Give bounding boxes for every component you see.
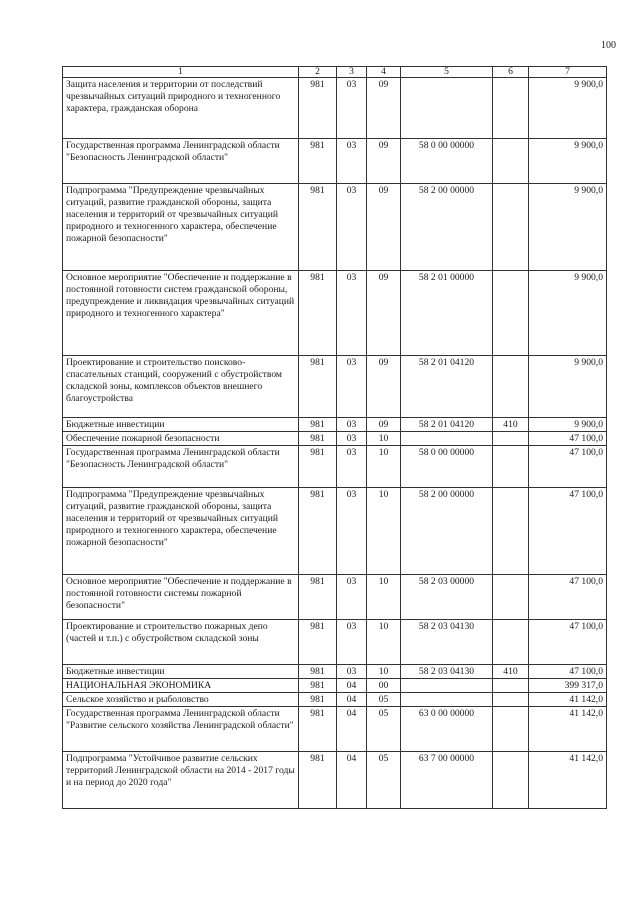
table-cell-col-4: 00 <box>367 679 401 693</box>
budget-table <box>62 66 607 809</box>
table-cell-col-2: 981 <box>299 488 337 575</box>
table-cell-col-1: Проектирование и строительство поисково-спасательных станций, сооружений с обустройством складской зоны, комплексов объектов внешнего благоустройства <box>63 356 299 418</box>
header-col-4: 4 <box>367 67 401 78</box>
table-cell-col-7: 41 142,0 <box>529 752 607 809</box>
table-cell-col-2: 981 <box>299 665 337 679</box>
table-cell-col-5: 58 2 03 00000 <box>401 575 493 620</box>
table-cell-col-3: 03 <box>337 665 367 679</box>
table-cell-col-6 <box>493 693 529 707</box>
table-cell-col-7: 9 900,0 <box>529 271 607 356</box>
table-row <box>63 356 607 418</box>
table-cell-col-6: 410 <box>493 418 529 432</box>
table-row <box>63 432 607 446</box>
table-cell-col-2: 981 <box>299 139 337 184</box>
table-cell-col-7: 41 142,0 <box>529 707 607 752</box>
table-cell-col-1: Государственная программа Ленинградской области "Безопасность Ленинградской области" <box>63 139 299 184</box>
table-cell-col-5: 58 2 01 00000 <box>401 271 493 356</box>
table-cell-col-3: 03 <box>337 271 367 356</box>
table-cell-col-4: 10 <box>367 446 401 488</box>
table-cell-col-5: 63 0 00 00000 <box>401 707 493 752</box>
table-cell-col-5: 58 2 03 04130 <box>401 665 493 679</box>
table-cell-col-1: Обеспечение пожарной безопасности <box>63 432 299 446</box>
table-cell-col-4: 09 <box>367 139 401 184</box>
table-cell-col-5: 58 2 00 00000 <box>401 488 493 575</box>
table-cell-col-1: Подпрограмма "Предупреждение чрезвычайных ситуаций, развитие гражданской обороны, защита населения и территорий от чрезвычайных ситуаций природного и техногенного характера, обеспечение пожарной безопасности" <box>63 184 299 271</box>
table-row <box>63 184 607 271</box>
table-cell-col-1: Подпрограмма "Предупреждение чрезвычайных ситуаций, развитие гражданской обороны, защита населения и территорий от чрезвычайных ситуаций природного и техногенного характера, обеспечение пожарной безопасности" <box>63 488 299 575</box>
table-cell-col-1: Основное мероприятие "Обеспечение и поддержание в постоянной готовности систем гражданской обороны, предупреждение и ликвидация чрезвычайных ситуаций природного и техногенного характера" <box>63 271 299 356</box>
table-cell-col-4: 09 <box>367 418 401 432</box>
table-cell-col-1: Государственная программа Ленинградской области "Развитие сельского хозяйства Ленинградской области" <box>63 707 299 752</box>
table-cell-col-4: 10 <box>367 665 401 679</box>
table-cell-col-7: 399 317,0 <box>529 679 607 693</box>
table-cell-col-2: 981 <box>299 693 337 707</box>
table-cell-col-3: 04 <box>337 707 367 752</box>
table-row <box>63 271 607 356</box>
table-cell-col-3: 03 <box>337 184 367 271</box>
page-number: 100 <box>601 40 616 51</box>
table-cell-col-2: 981 <box>299 679 337 693</box>
header-col-7: 7 <box>529 67 607 78</box>
table-cell-col-7: 9 900,0 <box>529 418 607 432</box>
header-col-5: 5 <box>401 67 493 78</box>
table-cell-col-7: 47 100,0 <box>529 488 607 575</box>
table-cell-col-2: 981 <box>299 184 337 271</box>
table-cell-col-2: 981 <box>299 752 337 809</box>
table-cell-col-7: 9 900,0 <box>529 78 607 139</box>
table-cell-col-6 <box>493 620 529 665</box>
table-cell-col-6 <box>493 488 529 575</box>
table-row <box>63 446 607 488</box>
table-cell-col-4: 05 <box>367 752 401 809</box>
table-cell-col-4: 10 <box>367 620 401 665</box>
table-cell-col-7: 9 900,0 <box>529 184 607 271</box>
table-cell-col-7: 9 900,0 <box>529 139 607 184</box>
table-cell-col-7: 47 100,0 <box>529 620 607 665</box>
table-cell-col-1: Защита населения и территории от последствий чрезвычайных ситуаций природного и техногенного характера, гражданская оборона <box>63 78 299 139</box>
table-cell-col-6 <box>493 575 529 620</box>
table-cell-col-1: Сельское хозяйство и рыболовство <box>63 693 299 707</box>
table-cell-col-6: 410 <box>493 665 529 679</box>
table-cell-col-1: Бюджетные инвестиции <box>63 418 299 432</box>
table-cell-col-6 <box>493 184 529 271</box>
table-row <box>63 665 607 679</box>
table-cell-col-4: 10 <box>367 488 401 575</box>
header-row <box>63 67 607 78</box>
table-cell-col-6 <box>493 139 529 184</box>
table-cell-col-1: Государственная программа Ленинградской области "Безопасность Ленинградской области" <box>63 446 299 488</box>
table-cell-col-7: 41 142,0 <box>529 693 607 707</box>
table-cell-col-2: 981 <box>299 432 337 446</box>
header-col-2: 2 <box>299 67 337 78</box>
table-cell-col-5: 63 7 00 00000 <box>401 752 493 809</box>
table-cell-col-3: 03 <box>337 356 367 418</box>
table-cell-col-6 <box>493 78 529 139</box>
table-cell-col-2: 981 <box>299 271 337 356</box>
table-cell-col-4: 05 <box>367 707 401 752</box>
table-cell-col-3: 03 <box>337 418 367 432</box>
table-cell-col-2: 981 <box>299 78 337 139</box>
table-cell-col-5 <box>401 78 493 139</box>
table-cell-col-4: 09 <box>367 271 401 356</box>
table-cell-col-6 <box>493 271 529 356</box>
table-cell-col-5: 58 2 00 00000 <box>401 184 493 271</box>
header-col-6: 6 <box>493 67 529 78</box>
table-cell-col-5 <box>401 679 493 693</box>
table-row <box>63 418 607 432</box>
table-cell-col-6 <box>493 752 529 809</box>
table-cell-col-7: 47 100,0 <box>529 665 607 679</box>
table-cell-col-4: 10 <box>367 575 401 620</box>
table-cell-col-7: 9 900,0 <box>529 356 607 418</box>
table-row <box>63 752 607 809</box>
table-cell-col-7: 47 100,0 <box>529 432 607 446</box>
table-row <box>63 139 607 184</box>
table-cell-col-3: 03 <box>337 446 367 488</box>
table-cell-col-2: 981 <box>299 418 337 432</box>
table-cell-col-4: 09 <box>367 78 401 139</box>
table-cell-col-5: 58 2 01 04120 <box>401 418 493 432</box>
table-cell-col-6 <box>493 432 529 446</box>
table-cell-col-2: 981 <box>299 446 337 488</box>
table-cell-col-5: 58 0 00 00000 <box>401 139 493 184</box>
table-cell-col-5: 58 2 01 04120 <box>401 356 493 418</box>
table-row <box>63 575 607 620</box>
header-col-3: 3 <box>337 67 367 78</box>
table-cell-col-1: Основное мероприятие "Обеспечение и поддержание в постоянной готовности системы пожарной безопасности" <box>63 575 299 620</box>
table-cell-col-4: 09 <box>367 356 401 418</box>
table-cell-col-5: 58 0 00 00000 <box>401 446 493 488</box>
table-cell-col-3: 03 <box>337 488 367 575</box>
table-cell-col-6 <box>493 446 529 488</box>
table-cell-col-1: Бюджетные инвестиции <box>63 665 299 679</box>
table-cell-col-1: Подпрограмма "Устойчивое развитие сельских территорий Ленинградской области на 2014 - 2017 годы и на период до 2020 года" <box>63 752 299 809</box>
table-cell-col-6 <box>493 679 529 693</box>
table-cell-col-2: 981 <box>299 356 337 418</box>
table-cell-col-3: 04 <box>337 693 367 707</box>
table-cell-col-7: 47 100,0 <box>529 446 607 488</box>
table-cell-col-3: 04 <box>337 752 367 809</box>
table-row <box>63 488 607 575</box>
table-cell-col-3: 03 <box>337 620 367 665</box>
table-cell-col-2: 981 <box>299 707 337 752</box>
header-col-1: 1 <box>63 67 299 78</box>
table-cell-col-1: НАЦИОНАЛЬНАЯ ЭКОНОМИКА <box>63 679 299 693</box>
table-cell-col-3: 03 <box>337 432 367 446</box>
table-cell-col-5: 58 2 03 04130 <box>401 620 493 665</box>
table-cell-col-2: 981 <box>299 575 337 620</box>
table-cell-col-5 <box>401 693 493 707</box>
table-row <box>63 707 607 752</box>
table-cell-col-4: 10 <box>367 432 401 446</box>
table-row <box>63 693 607 707</box>
table-cell-col-4: 05 <box>367 693 401 707</box>
table-cell-col-7: 47 100,0 <box>529 575 607 620</box>
table-cell-col-1: Проектирование и строительство пожарных депо (частей и т.п.) с обустройством складской зоны <box>63 620 299 665</box>
table-cell-col-2: 981 <box>299 620 337 665</box>
table-cell-col-3: 03 <box>337 78 367 139</box>
table-cell-col-3: 04 <box>337 679 367 693</box>
table-cell-col-6 <box>493 707 529 752</box>
table-cell-col-6 <box>493 356 529 418</box>
table-cell-col-3: 03 <box>337 575 367 620</box>
table-row <box>63 679 607 693</box>
table-cell-col-5 <box>401 432 493 446</box>
table-row <box>63 78 607 139</box>
table-cell-col-4: 09 <box>367 184 401 271</box>
table-row <box>63 620 607 665</box>
table-cell-col-3: 03 <box>337 139 367 184</box>
